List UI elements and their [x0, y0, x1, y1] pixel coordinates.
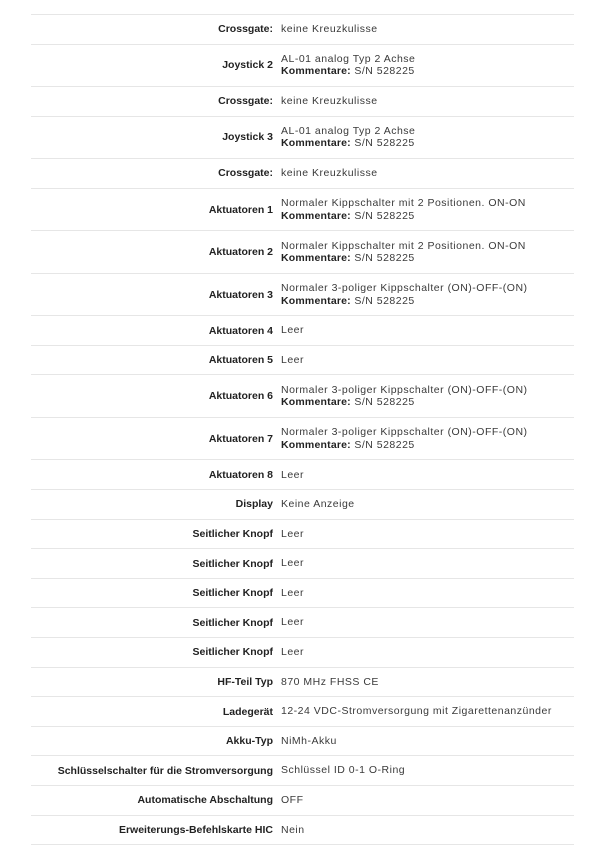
spec-row: [31, 231, 574, 274]
comment-text: S/N 528225: [354, 137, 415, 150]
spec-row: [31, 159, 574, 189]
spec-label: Seitlicher Knopf: [192, 646, 273, 659]
spec-value-text: AL-01 analog Typ 2 Achse: [281, 124, 416, 137]
spec-row: [31, 579, 574, 609]
spec-value-text: OFF: [281, 794, 304, 807]
comment-text: S/N 528225: [354, 252, 415, 265]
spec-label: Schlüsselschalter für die Stromversorgung: [57, 764, 273, 777]
spec-value-text: Leer: [281, 468, 305, 481]
spec-value: [273, 125, 415, 150]
spec-value-text: Leer: [281, 557, 305, 570]
spec-value-text: Normaler Kippschalter mit 2 Positionen. ON-ON: [281, 239, 526, 252]
spec-label: Joystick 2: [222, 59, 273, 72]
spec-value-text: Schlüssel ID 0-1 O-Ring: [281, 764, 406, 777]
spec-value: [273, 384, 528, 409]
spec-value: [273, 354, 304, 367]
spec-value: [273, 498, 355, 511]
spec-value-text: keine Kreuzkulisse: [281, 167, 378, 180]
spec-row: [31, 87, 574, 117]
spec-label: Seitlicher Knopf: [192, 587, 273, 600]
spec-label: Crossgate:: [218, 95, 273, 108]
spec-value-text: Leer: [281, 646, 305, 659]
spec-label: Akku-Typ: [225, 735, 273, 748]
spec-value-text: Leer: [281, 324, 305, 337]
spec-value-text: 12-24 VDC-Stromversorgung mit Zigarettenanzünder: [281, 705, 552, 718]
spec-value-text: Leer: [281, 527, 305, 540]
comment-line: [281, 210, 526, 223]
spec-value: [273, 53, 415, 78]
spec-row: [31, 375, 574, 418]
spec-label: Ladegerät: [222, 705, 273, 718]
spec-row: [31, 346, 574, 376]
spec-row: [31, 520, 574, 550]
spec-value: [273, 528, 304, 541]
spec-value-text: Normaler Kippschalter mit 2 Positionen. ON-ON: [281, 197, 526, 210]
spec-row: [31, 638, 574, 668]
spec-row: [31, 549, 574, 579]
spec-row: [31, 668, 574, 698]
comment-line: [281, 65, 415, 78]
spec-value: [273, 676, 379, 689]
spec-value: [273, 23, 378, 36]
spec-label: Aktuatoren 4: [208, 324, 273, 337]
spec-label: HF-Teil Typ: [217, 675, 273, 688]
spec-label: Aktuatoren 8: [208, 468, 273, 481]
spec-label: Aktuatoren 7: [208, 432, 273, 445]
comment-line: [281, 252, 526, 265]
spec-label: Seitlicher Knopf: [192, 557, 273, 570]
spec-label: Aktuatoren 6: [208, 390, 273, 403]
spec-value: [273, 616, 304, 629]
spec-value-text: Leer: [281, 616, 305, 629]
spec-label: Aktuatoren 2: [208, 246, 273, 259]
comment-label: Kommentare:: [281, 294, 351, 307]
spec-value: [273, 197, 526, 222]
spec-row: [31, 727, 574, 757]
spec-label: Aktuatoren 1: [208, 203, 273, 216]
spec-value: [273, 95, 378, 108]
spec-row: [31, 418, 574, 461]
comment-text: S/N 528225: [354, 294, 415, 307]
spec-label: Erweiterungs-Befehlskarte HIC: [118, 823, 273, 836]
spec-label: Seitlicher Knopf: [192, 527, 273, 540]
comment-text: S/N 528225: [354, 65, 415, 78]
spec-value: [273, 794, 304, 807]
spec-value: [273, 557, 304, 570]
spec-label: Joystick 3: [222, 131, 273, 144]
comment-label: Kommentare:: [281, 209, 351, 222]
spec-label: Aktuatoren 5: [208, 354, 273, 367]
spec-row: [31, 697, 574, 727]
spec-value: [273, 764, 405, 777]
comment-line: [281, 439, 528, 452]
spec-value: [273, 469, 304, 482]
spec-row: [31, 274, 574, 317]
spec-value-text: Normaler 3-poliger Kippschalter (ON)-OFF-(ON): [281, 426, 528, 439]
spec-value: [273, 426, 528, 451]
spec-value-text: keine Kreuzkulisse: [281, 23, 378, 36]
spec-label: Seitlicher Knopf: [192, 616, 273, 629]
spec-value-text: Leer: [281, 353, 305, 366]
comment-line: [281, 295, 528, 308]
spec-table: [31, 14, 574, 845]
comment-text: S/N 528225: [354, 438, 415, 451]
spec-label: Display: [235, 498, 273, 511]
spec-label: Crossgate:: [218, 167, 273, 180]
spec-value: [273, 646, 304, 659]
spec-value-text: Keine Anzeige: [281, 498, 355, 511]
spec-row: [31, 490, 574, 520]
spec-row: [31, 45, 574, 88]
spec-row: [31, 816, 574, 846]
spec-value-text: AL-01 analog Typ 2 Achse: [281, 52, 416, 65]
comment-text: S/N 528225: [354, 396, 415, 409]
spec-value: [273, 282, 528, 307]
spec-value: [273, 167, 378, 180]
comment-label: Kommentare:: [281, 396, 351, 409]
spec-value: [273, 824, 305, 837]
comment-label: Kommentare:: [281, 438, 351, 451]
spec-row: [31, 460, 574, 490]
spec-value: [273, 705, 552, 718]
spec-value: [273, 587, 304, 600]
spec-row: [31, 786, 574, 816]
comment-label: Kommentare:: [281, 65, 351, 78]
spec-value-text: Normaler 3-poliger Kippschalter (ON)-OFF-(ON): [281, 383, 528, 396]
spec-value: [273, 240, 526, 265]
spec-row: [31, 608, 574, 638]
spec-value-text: Leer: [281, 586, 305, 599]
comment-text: S/N 528225: [354, 209, 415, 222]
spec-value: [273, 324, 304, 337]
spec-value-text: NiMh-Akku: [281, 734, 337, 747]
spec-row: [31, 756, 574, 786]
spec-label: Automatische Abschaltung: [137, 794, 273, 807]
comment-label: Kommentare:: [281, 137, 351, 150]
spec-value: [273, 735, 337, 748]
spec-row: [31, 316, 574, 346]
spec-label: Aktuatoren 3: [208, 288, 273, 301]
spec-row: [31, 117, 574, 160]
spec-label: Crossgate:: [218, 23, 273, 36]
spec-row: [31, 189, 574, 232]
spec-value-text: Normaler 3-poliger Kippschalter (ON)-OFF-(ON): [281, 282, 528, 295]
comment-label: Kommentare:: [281, 252, 351, 265]
comment-line: [281, 396, 528, 409]
spec-value-text: 870 MHz FHSS CE: [281, 675, 379, 688]
spec-value-text: keine Kreuzkulisse: [281, 95, 378, 108]
spec-row: [31, 15, 574, 45]
comment-line: [281, 137, 415, 150]
spec-value-text: Nein: [281, 823, 305, 836]
